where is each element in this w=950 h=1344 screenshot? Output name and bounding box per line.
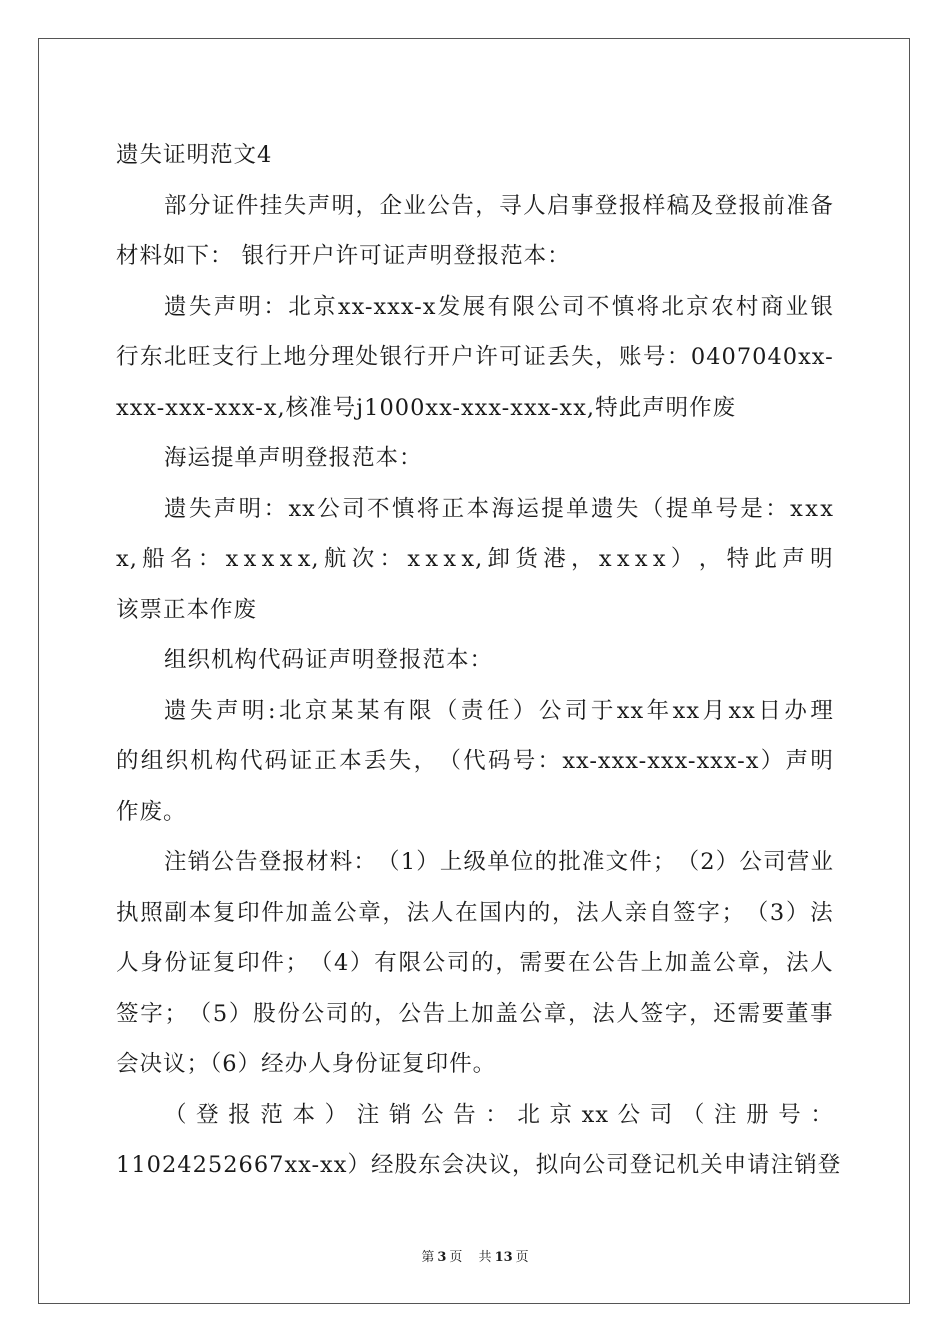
paragraph-line: 组织机构代码证声明登报范本： <box>164 647 494 673</box>
paragraph-line: x, 船 名 ： x x x x x, 航 次 ： x x x x, 卸 货 港 ， x x x x ） ， 特 此 声 明 <box>116 546 834 572</box>
paragraph-line: xxx-xxx-xxx-x,核准号j1000xx-xxx-xxx-xx,特此声明作废 <box>116 394 737 421</box>
paragraph-line: 执 照 副 本 复 印 件 加 盖 公 章 ， 法 人 在 国 内 的 ， 法 人 亲 自 签 字 ； （ 3 ） 法 <box>116 899 834 926</box>
page-number: 第 3 页 <box>421 1250 463 1265</box>
paragraph-line: 遗 失 声 明 : 北 京 某 某 有 限 （ 责 任 ） 公 司 于 xx 年 xx 月 xx 日 办 理 <box>164 697 834 724</box>
paragraph-line: 会决议；（6）经办人身份证复印件。 <box>116 1051 497 1077</box>
paragraph-line: 行 东 北 旺 支 行 上 地 分 理 处 银 行 开 户 许 可 证 丢 失 ， 账 号 ： 0407040xx- <box>116 344 834 370</box>
paragraph-line: 的 组 织 机 构 代 码 证 正 本 丢 失 ， （ 代 码 号 ： xx-xxx-xxx-xxx-x ） 声 明 <box>116 748 834 774</box>
paragraph-line: 遗 失 声 明 ： 北 京 xx-xxx-x 发 展 有 限 公 司 不 慎 将 北 京 农 村 商 业 银 <box>164 293 834 320</box>
paragraph-line: 海运提单声明登报范本： <box>164 445 423 471</box>
paragraph-line: 人 身 份 证 复 印 件 ； （ 4 ） 有 限 公 司 的 ， 需 要 在 公 告 上 加 盖 公 章 ， 法 人 <box>116 950 834 976</box>
paragraph-line: 11024252667xx-xx ） 经 股 东 会 决 议 ， 拟 向 公 司 登 记 机 关 申 请 注 销 登 <box>116 1152 842 1178</box>
paragraph-line: （ 登 报 范 本 ） 注 销 公 告 ： 北 京 xx 公 司 （ 注 册 号 ： <box>164 1101 834 1128</box>
document-body <box>116 130 842 1191</box>
paragraph-line: 作废。 <box>116 798 187 825</box>
document-title: 遗失证明范文4 <box>116 142 273 168</box>
paragraph-line: 注 销 公 告 登 报 材 料 ： （ 1 ） 上 级 单 位 的 批 准 文 件 ； （ 2 ） 公 司 营 业 <box>164 849 834 875</box>
paragraph-line: 部 分 证 件 挂 失 声 明 ， 企 业 公 告 ， 寻 人 启 事 登 报 样 稿 及 登 报 前 准 备 <box>164 192 834 219</box>
page-total: 共 13 页 <box>478 1250 529 1265</box>
paragraph-line: 该票正本作废 <box>116 596 258 623</box>
paragraph-line: 材料如下： 银行开户许可证声明登报范本： <box>116 243 571 269</box>
page-footer <box>0 1246 950 1265</box>
paragraph-line: 遗 失 声 明 ： xx 公 司 不 慎 将 正 本 海 运 提 单 遗 失 （ 提 单 号 是 ： x x x <box>164 495 834 522</box>
paragraph-line: 签 字 ； （ 5 ） 股 份 公 司 的 ， 公 告 上 加 盖 公 章 ， 法 人 签 字 ， 还 需 要 董 事 <box>116 1000 834 1027</box>
